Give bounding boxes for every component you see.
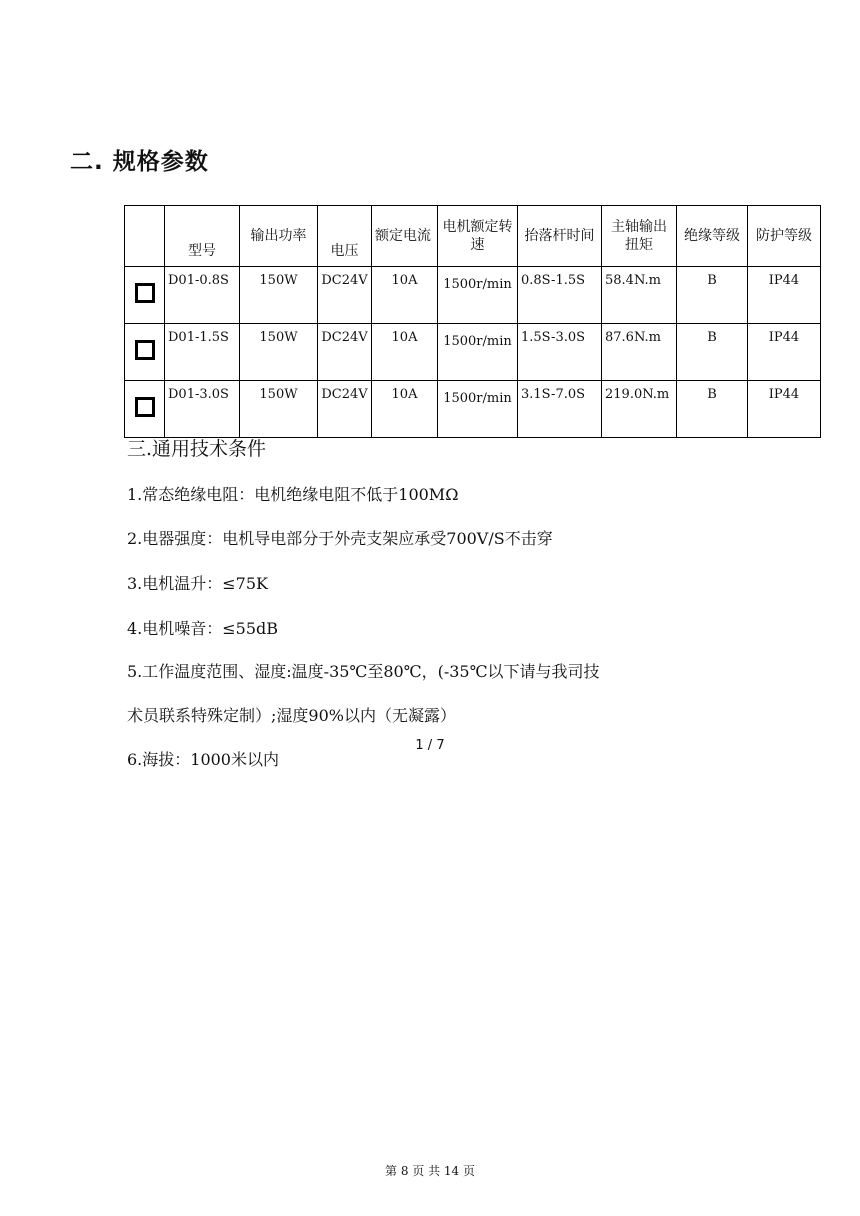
cell-speed: 1500r/min	[438, 324, 518, 381]
cell-speed: 1500r/min	[438, 267, 518, 324]
header-voltage: 电压	[318, 206, 372, 267]
cell-protection: IP44	[748, 324, 821, 381]
cell-time: 0.8S-1.5S	[518, 267, 602, 324]
cell-insulation: B	[677, 267, 748, 324]
cell-time: 3.1S-7.0S	[518, 381, 602, 438]
cell-current: 10A	[372, 324, 438, 381]
cell-model: D01-1.5S	[165, 324, 240, 381]
header-model: 型号	[165, 206, 240, 267]
header-time: 抬落杆时间	[518, 206, 602, 267]
cell-model: D01-0.8S	[165, 267, 240, 324]
spec-table	[124, 205, 821, 438]
cell-insulation: B	[677, 324, 748, 381]
cell-protection: IP44	[748, 267, 821, 324]
spec-item: 6.海拔：1000米以内	[127, 750, 279, 769]
cell-torque: 219.0N.m	[602, 381, 677, 438]
header-current: 额定电流	[372, 206, 438, 267]
spec-item: 5.工作温度范围、湿度:温度-35℃至80℃，(-35℃以下请与我司技	[127, 662, 600, 681]
cell-protection: IP44	[748, 381, 821, 438]
cell-voltage: DC24V	[318, 267, 372, 324]
spec-item: 2.电器强度：电机导电部分于外壳支架应承受700V/S不击穿	[127, 529, 553, 548]
table-row	[125, 324, 821, 381]
header-power: 输出功率	[240, 206, 318, 267]
spec-item: 术员联系特殊定制）;湿度90%以内（无凝露）	[127, 706, 456, 725]
cell-current: 10A	[372, 381, 438, 438]
cell-current: 10A	[372, 267, 438, 324]
row-checkbox[interactable]	[135, 283, 155, 303]
spec-item: 4.电机噪音：≤55dB	[127, 619, 279, 638]
spec-item: 3.电机温升：≤75K	[127, 574, 268, 593]
cell-speed: 1500r/min	[438, 381, 518, 438]
cell-voltage: DC24V	[318, 324, 372, 381]
row-checkbox[interactable]	[135, 397, 155, 417]
cell-insulation: B	[677, 381, 748, 438]
section-title: 二. 规格参数	[70, 149, 209, 175]
header-select	[125, 206, 165, 267]
row-checkbox[interactable]	[135, 340, 155, 360]
header-protection: 防护等级	[748, 206, 821, 267]
cell-torque: 87.6N.m	[602, 324, 677, 381]
sub-title: 三.通用技术条件	[127, 438, 267, 460]
page-footer: 第 8 页 共 14 页	[385, 1164, 475, 1178]
cell-voltage: DC24V	[318, 381, 372, 438]
cell-time: 1.5S-3.0S	[518, 324, 602, 381]
spec-item: 1.常态绝缘电阻：电机绝缘电阻不低于100MΩ	[127, 485, 459, 504]
cell-torque: 58.4N.m	[602, 267, 677, 324]
cell-model: D01-3.0S	[165, 381, 240, 438]
header-speed: 电机额定转速	[438, 206, 518, 267]
page-number: 1 / 7	[415, 738, 445, 753]
cell-power: 150W	[240, 381, 318, 438]
header-insulation: 绝缘等级	[677, 206, 748, 267]
table-row	[125, 381, 821, 438]
table-header-row	[125, 206, 821, 267]
header-torque: 主轴输出扭矩	[602, 206, 677, 267]
table-row	[125, 267, 821, 324]
cell-power: 150W	[240, 267, 318, 324]
cell-power: 150W	[240, 324, 318, 381]
